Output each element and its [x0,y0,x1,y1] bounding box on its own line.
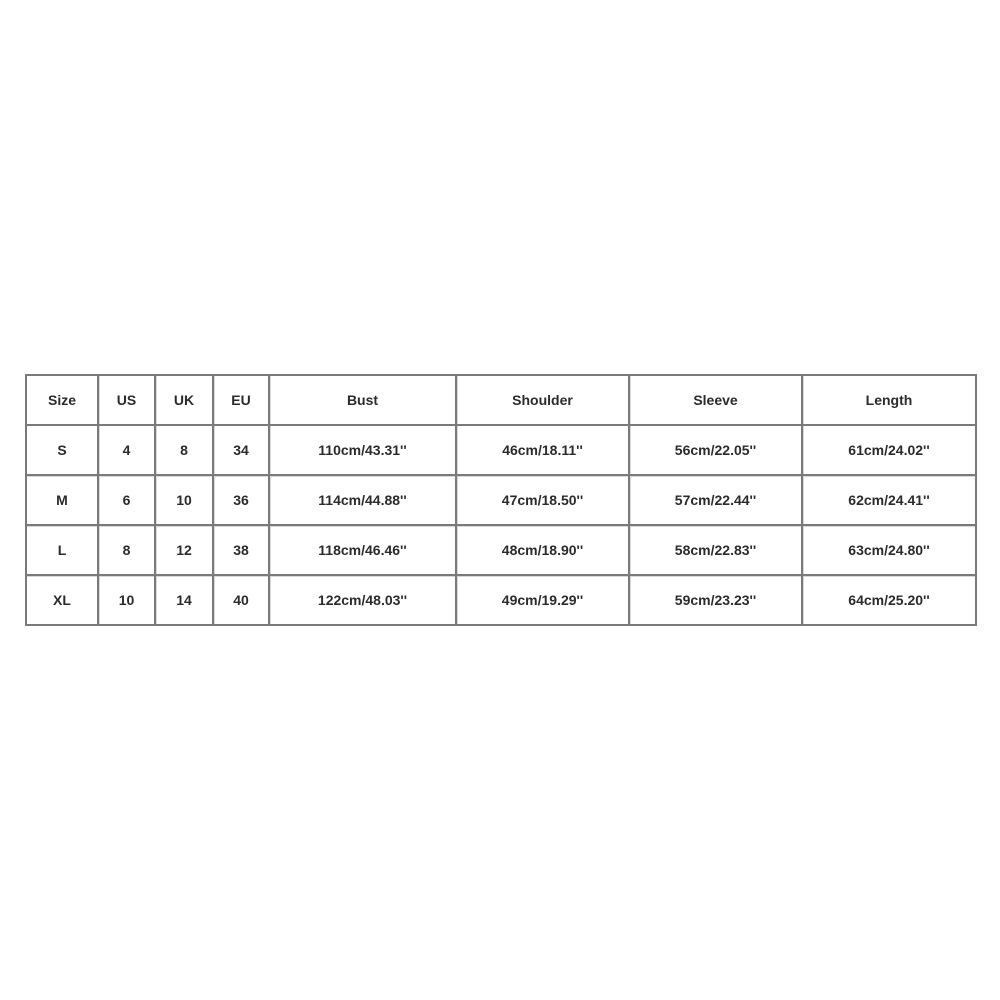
header-shoulder: Shoulder [457,376,630,426]
cell-length: 63cm/24.80'' [803,526,977,576]
header-row [27,376,977,426]
table-row [27,426,977,476]
cell-length: 62cm/24.41'' [803,476,977,526]
header-size: Size [27,376,99,426]
cell-sleeve: 59cm/23.23'' [630,576,803,626]
table-row [27,526,977,576]
cell-uk: 10 [156,476,214,526]
cell-eu: 40 [214,576,270,626]
header-us: US [99,376,156,426]
cell-uk: 8 [156,426,214,476]
cell-size: XL [27,576,99,626]
cell-sleeve: 57cm/22.44'' [630,476,803,526]
cell-us: 10 [99,576,156,626]
cell-shoulder: 48cm/18.90'' [457,526,630,576]
cell-bust: 118cm/46.46'' [270,526,457,576]
cell-eu: 34 [214,426,270,476]
cell-shoulder: 47cm/18.50'' [457,476,630,526]
header-uk: UK [156,376,214,426]
cell-eu: 38 [214,526,270,576]
table-row [27,476,977,526]
cell-bust: 110cm/43.31'' [270,426,457,476]
cell-size: S [27,426,99,476]
cell-us: 8 [99,526,156,576]
header-sleeve: Sleeve [630,376,803,426]
cell-sleeve: 58cm/22.83'' [630,526,803,576]
size-chart-table [25,374,977,626]
cell-sleeve: 56cm/22.05'' [630,426,803,476]
cell-size: L [27,526,99,576]
cell-length: 64cm/25.20'' [803,576,977,626]
cell-us: 4 [99,426,156,476]
cell-uk: 14 [156,576,214,626]
header-length: Length [803,376,977,426]
cell-shoulder: 49cm/19.29'' [457,576,630,626]
header-eu: EU [214,376,270,426]
header-bust: Bust [270,376,457,426]
cell-length: 61cm/24.02'' [803,426,977,476]
cell-size: M [27,476,99,526]
cell-bust: 122cm/48.03'' [270,576,457,626]
cell-eu: 36 [214,476,270,526]
cell-us: 6 [99,476,156,526]
cell-uk: 12 [156,526,214,576]
table-row [27,576,977,626]
cell-shoulder: 46cm/18.11'' [457,426,630,476]
cell-bust: 114cm/44.88'' [270,476,457,526]
